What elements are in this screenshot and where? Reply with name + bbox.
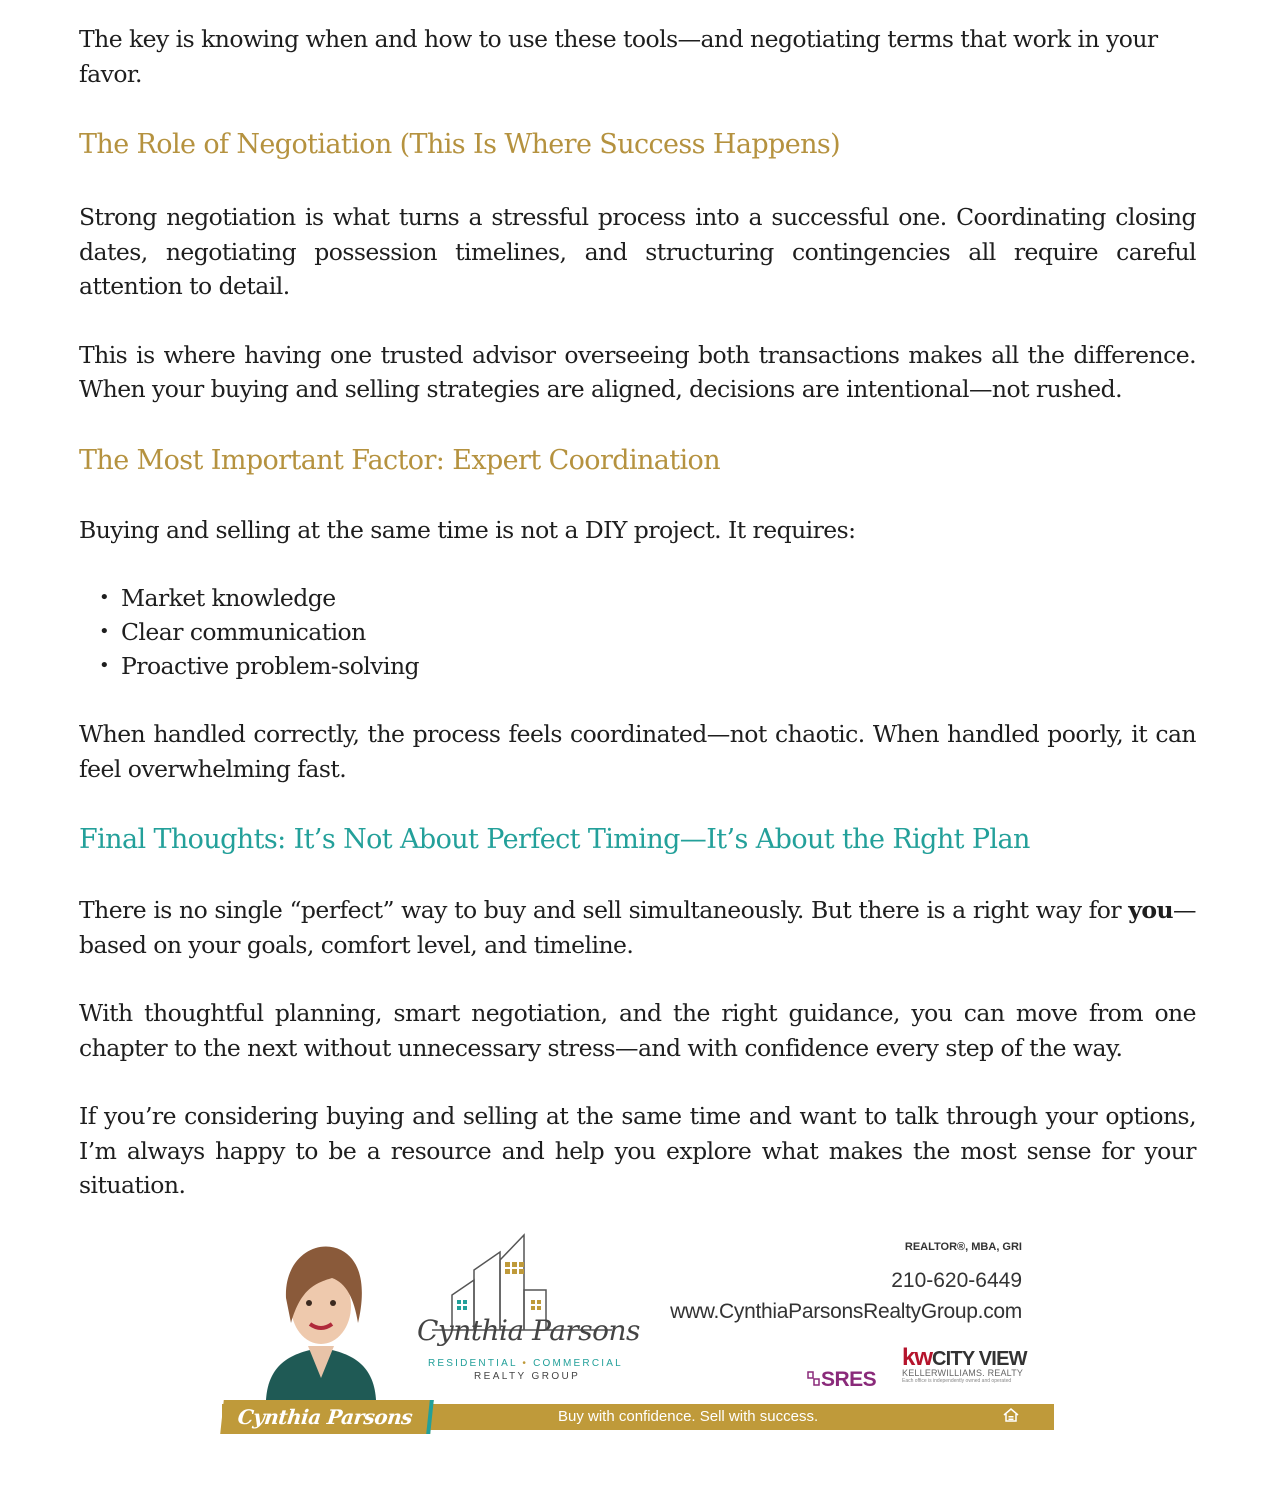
kw-mark: kw <box>902 1344 933 1371</box>
credentials: REALTOR®, MBA, GRI <box>904 1241 1022 1253</box>
list-item: • Proactive problem-solving <box>121 649 1196 683</box>
article <box>79 22 1196 1203</box>
logo-script-name: Cynthia Parsons <box>417 1314 640 1347</box>
agent-photo <box>246 1228 396 1400</box>
coordination-intro: Buying and selling at the same time is not a DIY project. It requires: <box>79 515 856 544</box>
logo-dot: • <box>522 1358 529 1369</box>
logo-commercial: COMMERCIAL <box>533 1358 623 1369</box>
kw-fine-print: Each office is independently owned and operated <box>902 1378 1012 1384</box>
final-p1-end: —based on your goals, comfort level, and timeline. <box>79 896 1196 959</box>
sres-label: SRES <box>821 1368 877 1391</box>
negotiation-paragraph-1: Strong negotiation is what turns a stressful process into a successful one. Coordinating closing dates, negotiating possession timelines, and structuring contingencies all require careful attention to detail. <box>79 203 1196 300</box>
final-paragraph-3: If you’re considering buying and selling at the same time and want to talk through your options, I’m always happy to be a resource and help you explore what makes the most sense for your situation. <box>79 1102 1196 1199</box>
negotiation-paragraph-2: This is where having one trusted advisor overseeing both transactions makes all the difference. When your buying and selling strategies are aligned, decisions are intentional—not rushed. <box>79 340 1196 403</box>
final-paragraph-1 <box>79 893 1196 962</box>
coordination-paragraph: When handled correctly, the process feels coordinated—not chaotic. When handled poorly, it can feel overwhelming fast. <box>79 720 1196 783</box>
requirements-list <box>79 581 1196 683</box>
heading-coordination: The Most Important Factor: Expert Coordination <box>79 444 720 476</box>
business-card <box>222 1228 1054 1434</box>
logo-residential: RESIDENTIAL <box>428 1358 518 1369</box>
phone-number[interactable]: 210-620-6449 <box>891 1269 1022 1292</box>
equal-housing-icon <box>1003 1408 1019 1422</box>
kw-city-view-logo <box>902 1344 1027 1384</box>
logo-realty-group: REALTY GROUP <box>474 1371 581 1382</box>
kw-city: CITY VIEW <box>932 1348 1027 1370</box>
sres-badge <box>807 1368 876 1392</box>
logo-subtitle <box>428 1358 623 1369</box>
heading-final-thoughts: Final Thoughts: It’s Not About Perfect Timing—It’s About the Right Plan <box>79 824 1030 855</box>
list-item: • Clear communication <box>121 615 1196 649</box>
heading-negotiation: The Role of Negotiation (This Is Where Success Happens) <box>79 129 841 160</box>
sres-icon <box>807 1370 821 1388</box>
agent-name-tab: Cynthia Parsons <box>220 1400 434 1434</box>
list-item: • Market knowledge <box>121 581 1196 615</box>
tagline: Buy with confidence. Sell with success. <box>558 1408 819 1425</box>
final-p1-start: There is no single “perfect” way to buy and sell simultaneously. But there is a right way for <box>79 896 1129 924</box>
intro-paragraph: The key is knowing when and how to use these tools—and negotiating terms that work in your favor. <box>79 25 1158 88</box>
final-paragraph-2: With thoughtful planning, smart negotiation, and the right guidance, you can move from one chapter to the next without unnecessary stress—and with confidence every step of the way. <box>79 999 1196 1062</box>
emphasis-you: you <box>1128 896 1174 924</box>
website-link[interactable]: www.CynthiaParsonsRealtyGroup.com <box>670 1300 1022 1323</box>
kw-subtitle: KELLERWILLIAMS. REALTY <box>902 1368 1024 1378</box>
